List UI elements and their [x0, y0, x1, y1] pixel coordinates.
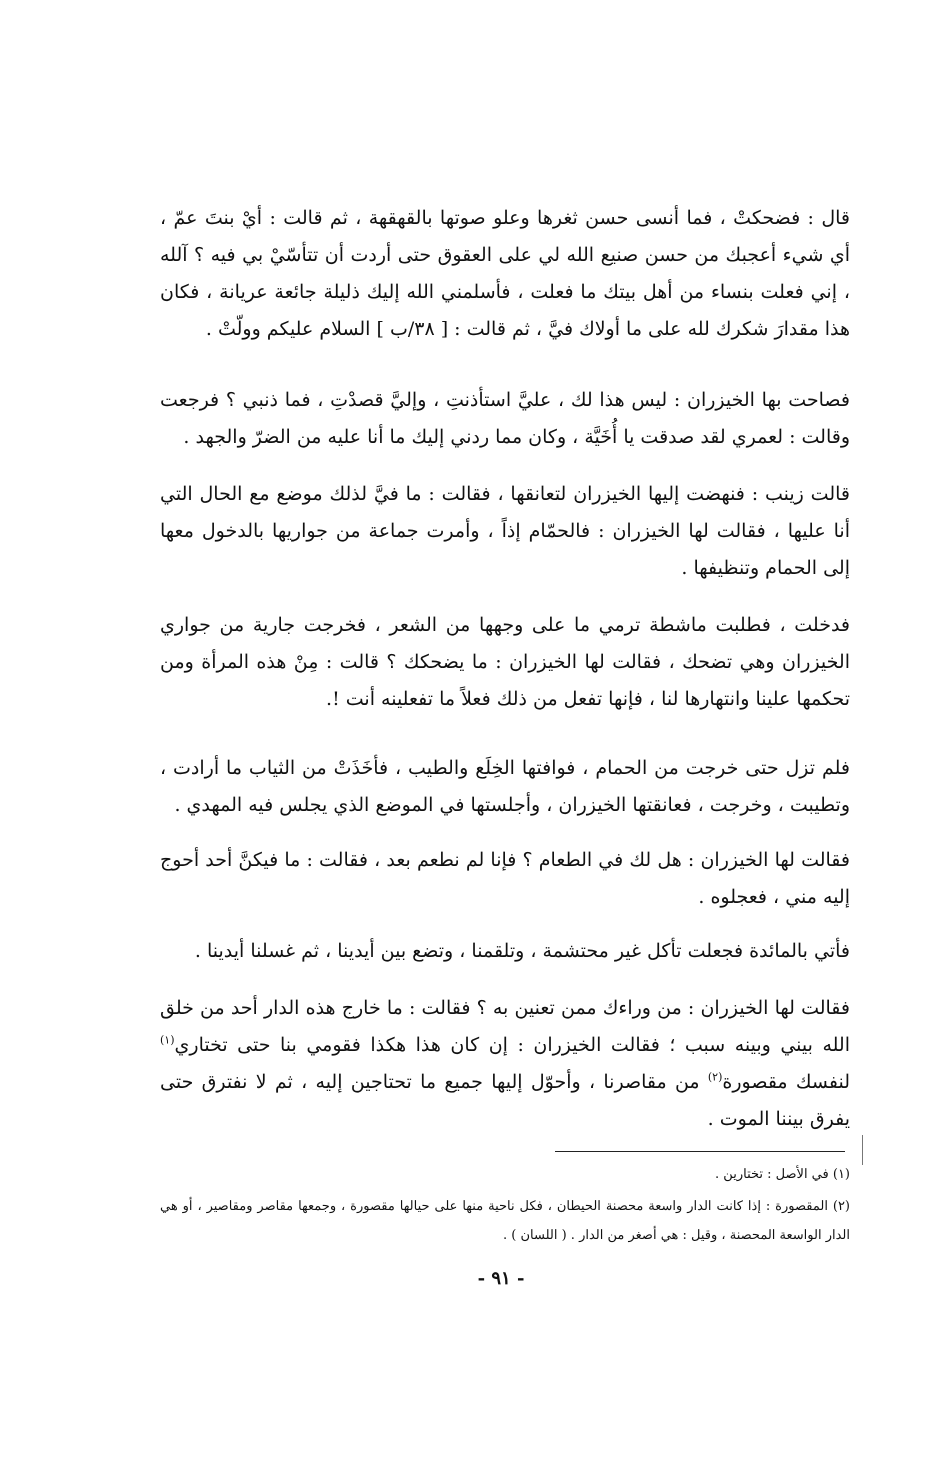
paragraph-8-part-1: فقالت لها الخيزران : من وراءك ممن تعنين به ؟ فقالت : ما خارج هذه الدار أحد من خلق الله بيني وبينه سبب ؛ فقالت الخيزران : إن كان هذا هكذا فقومي بنا حتى تختاري [160, 997, 850, 1056]
paragraph-7: فأتي بالمائدة فجعلت تأكل غير محتشمة ، وتلقمنا ، وتضع بين أيدينا ، ثم غسلنا أيدينا . [194, 940, 850, 962]
margin-mark [862, 1135, 863, 1165]
footnote-1: (١) في الأصل : تختارين . [715, 1167, 850, 1182]
footnote-ref-1: (١) [160, 1033, 175, 1047]
paragraph-8-part-3: من مقاصرنا ، وأحوّل إليها جميع ما تحتاجين إليه ، ثم لا نفترق حتى يفرق بيننا الموت . [160, 1071, 850, 1130]
paragraph-8-part-2: لنفسك مقصورة [722, 1071, 850, 1093]
page-number: - ٩١ - [477, 1268, 525, 1289]
paragraph-5: فلم تزل حتى خرجت من الحمام ، فوافتها الخِلَع والطيب ، فأخَذَتْ من الثياب ما أرادت ، وتطيبت ، وخرجت ، فعانقتها الخيزران ، وأجلستها في الموضع الذي يجلس فيه المهدي . [160, 757, 850, 816]
paragraph-4: فدخلت ، فطلبت ماشطة ترمي ما على وجهها من الشعر ، فخرجت جارية من جواري الخيزران وهي تضحك ، فقالت لها الخيزران : ما يضحكك ؟ قالت : مِنْ هذه المرأة ومن تحكمها علينا وانتهارها لنا ، فإنها تفعل من ذلك فعلاً ما تفعلينه أنت !. [160, 614, 850, 710]
footnote-ref-2: (٢) [707, 1070, 723, 1084]
paragraph-2: فصاحت بها الخيزران : ليس هذا لك ، عليَّ استأذنتِ ، وإليَّ قصدْتِ ، فما ذنبي ؟ فرجعت وقالت : لعمري لقد صدقت يا أُخَيَّة ، وكان مما ردني إليك ما أنا عليه من الضرّ والجهد . [160, 389, 850, 448]
paragraph-1: قال : فضحكتْ ، فما أنسى حسن ثغرها وعلو صوتها بالقهقهة ، ثم قالت : أيْ بنتَ عمّ ، أي شيء أعجبك من حسن صنيع الله لي على العقوق حتى أردت أن تتأسّيْ بي فيه ؟ آلله ، إني فعلت بنساء من أهل بيتك ما فعلت ، فأسلمني الله إليك ذليلة جائعة عريانة ، فكان هذا مقدارَ شكرك لله على ما أولاك فيَّ ، ثم قالت : [ ٣٨/ب ] السلام عليكم وولّتْ . [160, 207, 850, 340]
footnote-separator [555, 1151, 845, 1152]
footnote-2: (٢) المقصورة : إذا كانت الدار واسعة محصنة الحيطان ، فكل ناحية منها على حيالها مقصورة ، وجمعها مقاصر ومقاصير ، أو هي الدار الواسعة المحصنة ، وقيل : هي أصغر من الدار . ( اللسان ) . [160, 1199, 850, 1243]
paragraph-6: فقالت لها الخيزران : هل لك في الطعام ؟ فإنا لم نطعم بعد ، فقالت : ما فيكنَّ أحد أحوج إليه مني ، فعجلوه . [160, 849, 850, 908]
paragraph-3: قالت زينب : فنهضت إليها الخيزران لتعانقها ، فقالت : ما فيَّ لذلك موضع مع الحال التي أنا عليها ، فقالت لها الخيزران : فالحمّام إذاً ، وأمرت جماعة من جواريها بالدخول معها إلى الحمام وتنظيفها . [160, 483, 850, 579]
paragraph-8 [160, 990, 850, 1138]
